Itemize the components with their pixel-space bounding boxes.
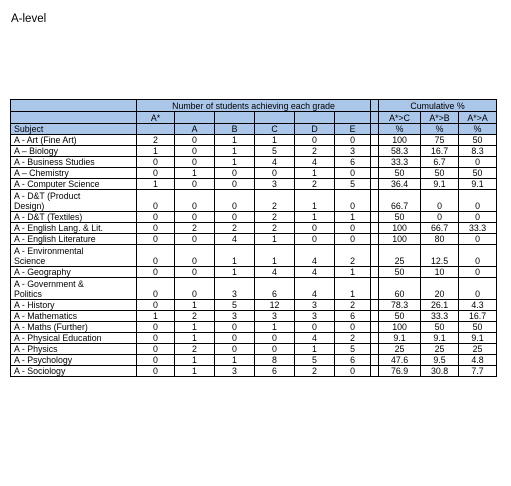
grade-count-cell: 3 [215, 278, 255, 300]
table-row [11, 278, 497, 300]
subject-name-line: A - Geography [14, 267, 71, 277]
grade-count-cell: 0 [335, 234, 371, 245]
grade-count-cell: 1 [335, 212, 371, 223]
cumulative-percent-cell: 0 [459, 245, 497, 267]
cumulative-percent-cell: 33.3 [421, 311, 459, 322]
header-gap [371, 100, 379, 112]
column-gap [371, 179, 379, 190]
grade-count-cell: 0 [335, 135, 371, 146]
grade-count-cell: 0 [255, 344, 295, 355]
table-row [11, 168, 497, 179]
grade-count-cell: 2 [335, 300, 371, 311]
subject-name-line: Politics [14, 289, 42, 299]
grade-count-cell: 0 [255, 333, 295, 344]
grade-count-cell: 0 [215, 212, 255, 223]
cumulative-percent-cell: 60 [379, 278, 421, 300]
grade-count-cell: 0 [335, 366, 371, 377]
grade-count-cell: 1 [215, 355, 255, 366]
grade-header-b: B [215, 124, 255, 135]
cumulative-percent-cell: 0 [459, 267, 497, 278]
subject-name-line: A - History [14, 300, 55, 310]
cumulative-percent-cell: 9.5 [421, 355, 459, 366]
table-row [11, 157, 497, 168]
table-row [11, 333, 497, 344]
grade-count-cell: 0 [215, 168, 255, 179]
grade-count-cell: 2 [295, 179, 335, 190]
grade-count-cell: 1 [215, 245, 255, 267]
grade-count-cell: 0 [175, 190, 215, 212]
cumulative-percent-cell: 50 [421, 168, 459, 179]
cumulative-percent-cell: 50 [379, 267, 421, 278]
grade-count-cell: 4 [255, 267, 295, 278]
grade-count-cell: 2 [175, 311, 215, 322]
header-blank [11, 112, 137, 124]
grade-count-cell: 5 [255, 146, 295, 157]
cumulative-percent-cell: 4.3 [459, 300, 497, 311]
grade-header-c-blank [255, 112, 295, 124]
cum-header-a-unit: % [459, 124, 497, 135]
cumulative-percent-cell: 100 [379, 234, 421, 245]
grade-count-cell: 1 [255, 245, 295, 267]
grade-count-cell: 0 [137, 344, 175, 355]
grade-count-cell: 0 [255, 168, 295, 179]
subject-cell [11, 322, 137, 333]
grade-count-cell: 0 [175, 157, 215, 168]
cumulative-percent-cell: 0 [459, 157, 497, 168]
cumulative-percent-cell: 0 [421, 212, 459, 223]
grade-count-cell: 2 [137, 135, 175, 146]
grade-header-a-blank [175, 112, 215, 124]
subject-name-line: A - Physical Education [14, 333, 102, 343]
cumulative-percent-cell: 50 [379, 168, 421, 179]
table-row [11, 245, 497, 267]
grade-count-cell: 1 [215, 135, 255, 146]
cumulative-percent-cell: 6.7 [421, 157, 459, 168]
grade-header-d: D [295, 124, 335, 135]
subject-cell [11, 179, 137, 190]
cum-header-c-unit: % [379, 124, 421, 135]
grade-count-cell: 0 [335, 223, 371, 234]
grade-count-cell: 3 [215, 366, 255, 377]
grade-header-c: C [255, 124, 295, 135]
cumulative-percent-cell: 76.9 [379, 366, 421, 377]
grade-count-cell: 3 [215, 311, 255, 322]
cum-header-b-top: A*>B [421, 112, 459, 124]
table-row [11, 311, 497, 322]
grade-count-cell: 4 [215, 234, 255, 245]
grade-count-cell: 3 [295, 311, 335, 322]
cum-header-b-unit: % [421, 124, 459, 135]
grade-count-cell: 3 [255, 179, 295, 190]
grades-group-header: Number of students achieving each grade [137, 100, 371, 112]
column-gap [371, 278, 379, 300]
grade-count-cell: 2 [255, 223, 295, 234]
table-row [11, 300, 497, 311]
grade-count-cell: 1 [335, 278, 371, 300]
subject-name-line: A - Environmental [14, 246, 84, 256]
subject-name-line: A - Sociology [14, 366, 66, 376]
grade-count-cell: 1 [295, 344, 335, 355]
grade-count-cell: 0 [175, 135, 215, 146]
subject-cell [11, 157, 137, 168]
cumulative-percent-cell: 10 [421, 267, 459, 278]
grade-count-cell: 2 [255, 212, 295, 223]
subject-cell [11, 366, 137, 377]
subject-cell [11, 234, 137, 245]
cumulative-percent-cell: 36.4 [379, 179, 421, 190]
cumulative-percent-cell: 9.1 [421, 179, 459, 190]
table-row [11, 212, 497, 223]
grade-count-cell: 0 [137, 278, 175, 300]
column-gap [371, 135, 379, 146]
table-row [11, 179, 497, 190]
subject-cell [11, 355, 137, 366]
table-row [11, 366, 497, 377]
subject-cell [11, 212, 137, 223]
cumulative-percent-cell: 30.8 [421, 366, 459, 377]
grade-count-cell: 1 [175, 366, 215, 377]
cumulative-percent-cell: 0 [459, 278, 497, 300]
table-row [11, 223, 497, 234]
subject-name-line: A - Computer Science [14, 179, 100, 189]
grade-count-cell: 0 [175, 267, 215, 278]
grade-count-cell: 0 [137, 168, 175, 179]
grade-count-cell: 1 [215, 157, 255, 168]
page-title: A-level [11, 13, 47, 25]
cumulative-percent-cell: 25 [379, 245, 421, 267]
grade-count-cell: 2 [335, 245, 371, 267]
column-gap [371, 322, 379, 333]
cumulative-percent-cell: 9.1 [459, 333, 497, 344]
grade-count-cell: 0 [215, 190, 255, 212]
grade-count-cell: 1 [175, 300, 215, 311]
cumulative-percent-cell: 50 [421, 322, 459, 333]
grade-count-cell: 0 [137, 212, 175, 223]
column-gap [371, 234, 379, 245]
cumulative-percent-cell: 0 [421, 190, 459, 212]
grade-count-cell: 0 [175, 278, 215, 300]
subject-cell [11, 135, 137, 146]
cumulative-percent-cell: 7.7 [459, 366, 497, 377]
subject-cell [11, 278, 137, 300]
grade-count-cell: 0 [137, 245, 175, 267]
column-gap [371, 212, 379, 223]
table-row [11, 146, 497, 157]
cumulative-percent-cell: 16.7 [421, 146, 459, 157]
header-blank [11, 100, 137, 112]
grade-count-cell: 0 [175, 146, 215, 157]
grade-count-cell: 1 [175, 168, 215, 179]
grade-count-cell: 1 [295, 212, 335, 223]
column-gap [371, 245, 379, 267]
table-row [11, 344, 497, 355]
cumulative-percent-cell: 9.1 [459, 179, 497, 190]
grade-count-cell: 0 [137, 190, 175, 212]
grade-count-cell: 6 [335, 157, 371, 168]
cumulative-percent-cell: 66.7 [379, 190, 421, 212]
grade-count-cell: 5 [215, 300, 255, 311]
subject-cell [11, 300, 137, 311]
cumulative-percent-cell: 78.3 [379, 300, 421, 311]
grade-count-cell: 2 [255, 190, 295, 212]
column-gap [371, 311, 379, 322]
cumulative-percent-cell: 0 [459, 190, 497, 212]
cumulative-group-header: Cumulative % [379, 100, 497, 112]
column-gap [371, 355, 379, 366]
grade-count-cell: 2 [175, 344, 215, 355]
grade-count-cell: 1 [137, 311, 175, 322]
grade-count-cell: 4 [295, 267, 335, 278]
column-gap [371, 267, 379, 278]
cumulative-percent-cell: 50 [379, 212, 421, 223]
grade-count-cell: 0 [175, 234, 215, 245]
column-gap [371, 333, 379, 344]
grade-count-cell: 0 [215, 333, 255, 344]
subject-name-line: A - English Literature [14, 234, 96, 244]
grade-count-cell: 6 [335, 355, 371, 366]
table-row [11, 355, 497, 366]
column-gap [371, 146, 379, 157]
grade-count-cell: 6 [255, 366, 295, 377]
cumulative-percent-cell: 12.5 [421, 245, 459, 267]
grade-count-cell: 4 [295, 333, 335, 344]
grade-count-cell: 1 [295, 190, 335, 212]
grade-count-cell: 0 [137, 322, 175, 333]
table-row [11, 267, 497, 278]
cumulative-percent-cell: 0 [459, 234, 497, 245]
column-gap [371, 344, 379, 355]
subject-cell [11, 311, 137, 322]
column-gap [371, 190, 379, 212]
table-body [11, 135, 497, 377]
grade-count-cell: 2 [295, 146, 335, 157]
grade-count-cell: 2 [295, 366, 335, 377]
header-row-groups [11, 100, 497, 112]
cumulative-percent-cell: 25 [421, 344, 459, 355]
grade-count-cell: 1 [295, 168, 335, 179]
grade-count-cell: 0 [137, 333, 175, 344]
subject-header: Subject [11, 124, 137, 135]
grade-count-cell: 0 [295, 223, 335, 234]
header-gap [371, 124, 379, 135]
cumulative-percent-cell: 75 [421, 135, 459, 146]
grade-header-astar: A* [137, 112, 175, 124]
subject-name-line: A - D&T (Textiles) [14, 212, 83, 222]
subject-cell [11, 333, 137, 344]
column-gap [371, 223, 379, 234]
cumulative-percent-cell: 9.1 [379, 333, 421, 344]
table-row [11, 322, 497, 333]
cumulative-percent-cell: 20 [421, 278, 459, 300]
grade-count-cell: 0 [137, 300, 175, 311]
grade-count-cell: 2 [215, 223, 255, 234]
subject-cell [11, 344, 137, 355]
cumulative-percent-cell: 100 [379, 322, 421, 333]
subject-name-line: A - Government & [14, 279, 84, 289]
cumulative-percent-cell: 100 [379, 135, 421, 146]
cumulative-percent-cell: 47.6 [379, 355, 421, 366]
grade-header-a: A [175, 124, 215, 135]
subject-name-line: Science [14, 256, 46, 266]
grade-count-cell: 0 [175, 179, 215, 190]
subject-cell [11, 245, 137, 267]
subject-cell [11, 223, 137, 234]
grade-count-cell: 1 [137, 146, 175, 157]
grade-count-cell: 0 [335, 322, 371, 333]
subject-name-line: A – Chemistry [14, 168, 69, 178]
table-row [11, 135, 497, 146]
cumulative-percent-cell: 9.1 [421, 333, 459, 344]
cum-header-a-top: A*>A [459, 112, 497, 124]
grade-count-cell: 0 [295, 135, 335, 146]
subject-cell [11, 267, 137, 278]
column-gap [371, 168, 379, 179]
cumulative-percent-cell: 50 [459, 135, 497, 146]
grade-count-cell: 4 [295, 157, 335, 168]
grade-count-cell: 12 [255, 300, 295, 311]
grade-header-e: E [335, 124, 371, 135]
results-table [10, 99, 497, 377]
cumulative-percent-cell: 8.3 [459, 146, 497, 157]
grade-count-cell: 0 [137, 267, 175, 278]
grade-count-cell: 1 [255, 234, 295, 245]
cumulative-percent-cell: 4.8 [459, 355, 497, 366]
grade-count-cell: 0 [215, 344, 255, 355]
grade-count-cell: 1 [175, 355, 215, 366]
grade-count-cell: 6 [335, 311, 371, 322]
grade-count-cell: 0 [137, 223, 175, 234]
header-row-grades [11, 112, 497, 124]
cumulative-percent-cell: 58.3 [379, 146, 421, 157]
subject-name-line: A - Mathematics [14, 311, 78, 321]
grade-count-cell: 3 [295, 300, 335, 311]
cumulative-percent-cell: 16.7 [459, 311, 497, 322]
subject-name-line: Design) [14, 201, 45, 211]
column-gap [371, 366, 379, 377]
subject-name-line: A - Maths (Further) [14, 322, 88, 332]
subject-name-line: A - D&T (Product [14, 191, 81, 201]
grade-count-cell: 1 [215, 267, 255, 278]
grade-count-cell: 0 [335, 190, 371, 212]
grade-count-cell: 5 [295, 355, 335, 366]
grade-count-cell: 0 [175, 245, 215, 267]
grade-count-cell: 5 [335, 179, 371, 190]
subject-cell [11, 168, 137, 179]
grade-header-b-blank [215, 112, 255, 124]
grade-header-d-blank [295, 112, 335, 124]
grade-count-cell: 0 [137, 234, 175, 245]
grade-count-cell: 0 [295, 234, 335, 245]
grade-count-cell: 1 [175, 322, 215, 333]
cumulative-percent-cell: 25 [379, 344, 421, 355]
subject-cell [11, 190, 137, 212]
grade-count-cell: 4 [295, 278, 335, 300]
subject-cell [11, 146, 137, 157]
grade-count-cell: 0 [175, 212, 215, 223]
grade-count-cell: 1 [255, 322, 295, 333]
grade-count-cell: 1 [175, 333, 215, 344]
subject-name-line: A - Business Studies [14, 157, 95, 167]
header-gap [371, 112, 379, 124]
cumulative-percent-cell: 26.1 [421, 300, 459, 311]
grade-count-cell: 6 [255, 278, 295, 300]
cumulative-percent-cell: 25 [459, 344, 497, 355]
grade-count-cell: 2 [175, 223, 215, 234]
grade-count-cell: 0 [137, 157, 175, 168]
grade-count-cell: 0 [335, 168, 371, 179]
cumulative-percent-cell: 100 [379, 223, 421, 234]
cumulative-percent-cell: 33.3 [379, 157, 421, 168]
grade-count-cell: 0 [137, 366, 175, 377]
table-row [11, 234, 497, 245]
grade-count-cell: 4 [255, 157, 295, 168]
subject-name-line: A - Physics [14, 344, 58, 354]
cumulative-percent-cell: 50 [379, 311, 421, 322]
grade-count-cell: 0 [215, 179, 255, 190]
subject-name-line: A – Biology [14, 146, 59, 156]
table-row [11, 190, 497, 212]
grade-count-cell: 0 [295, 322, 335, 333]
grade-header-e-blank [335, 112, 371, 124]
grade-count-cell: 8 [255, 355, 295, 366]
grade-count-cell: 5 [335, 344, 371, 355]
cum-header-c-top: A*>C [379, 112, 421, 124]
cumulative-percent-cell: 33.3 [459, 223, 497, 234]
grade-count-cell: 4 [295, 245, 335, 267]
cumulative-percent-cell: 0 [459, 212, 497, 223]
cumulative-percent-cell: 66.7 [421, 223, 459, 234]
grade-header-astar-blank [137, 124, 175, 135]
subject-name-line: A - Art (Fine Art) [14, 135, 77, 145]
subject-name-line: A - Psychology [14, 355, 73, 365]
grade-count-cell: 0 [215, 322, 255, 333]
grade-count-cell: 0 [137, 355, 175, 366]
cumulative-percent-cell: 50 [459, 322, 497, 333]
header-row-subject [11, 124, 497, 135]
column-gap [371, 300, 379, 311]
grade-count-cell: 1 [137, 179, 175, 190]
cumulative-percent-cell: 80 [421, 234, 459, 245]
cumulative-percent-cell: 50 [459, 168, 497, 179]
grade-count-cell: 3 [255, 311, 295, 322]
grade-count-cell: 1 [255, 135, 295, 146]
grade-count-cell: 1 [335, 267, 371, 278]
subject-name-line: A - English Lang. & Lit. [14, 223, 103, 233]
grade-count-cell: 3 [335, 146, 371, 157]
grade-count-cell: 2 [335, 333, 371, 344]
grade-count-cell: 1 [215, 146, 255, 157]
column-gap [371, 157, 379, 168]
